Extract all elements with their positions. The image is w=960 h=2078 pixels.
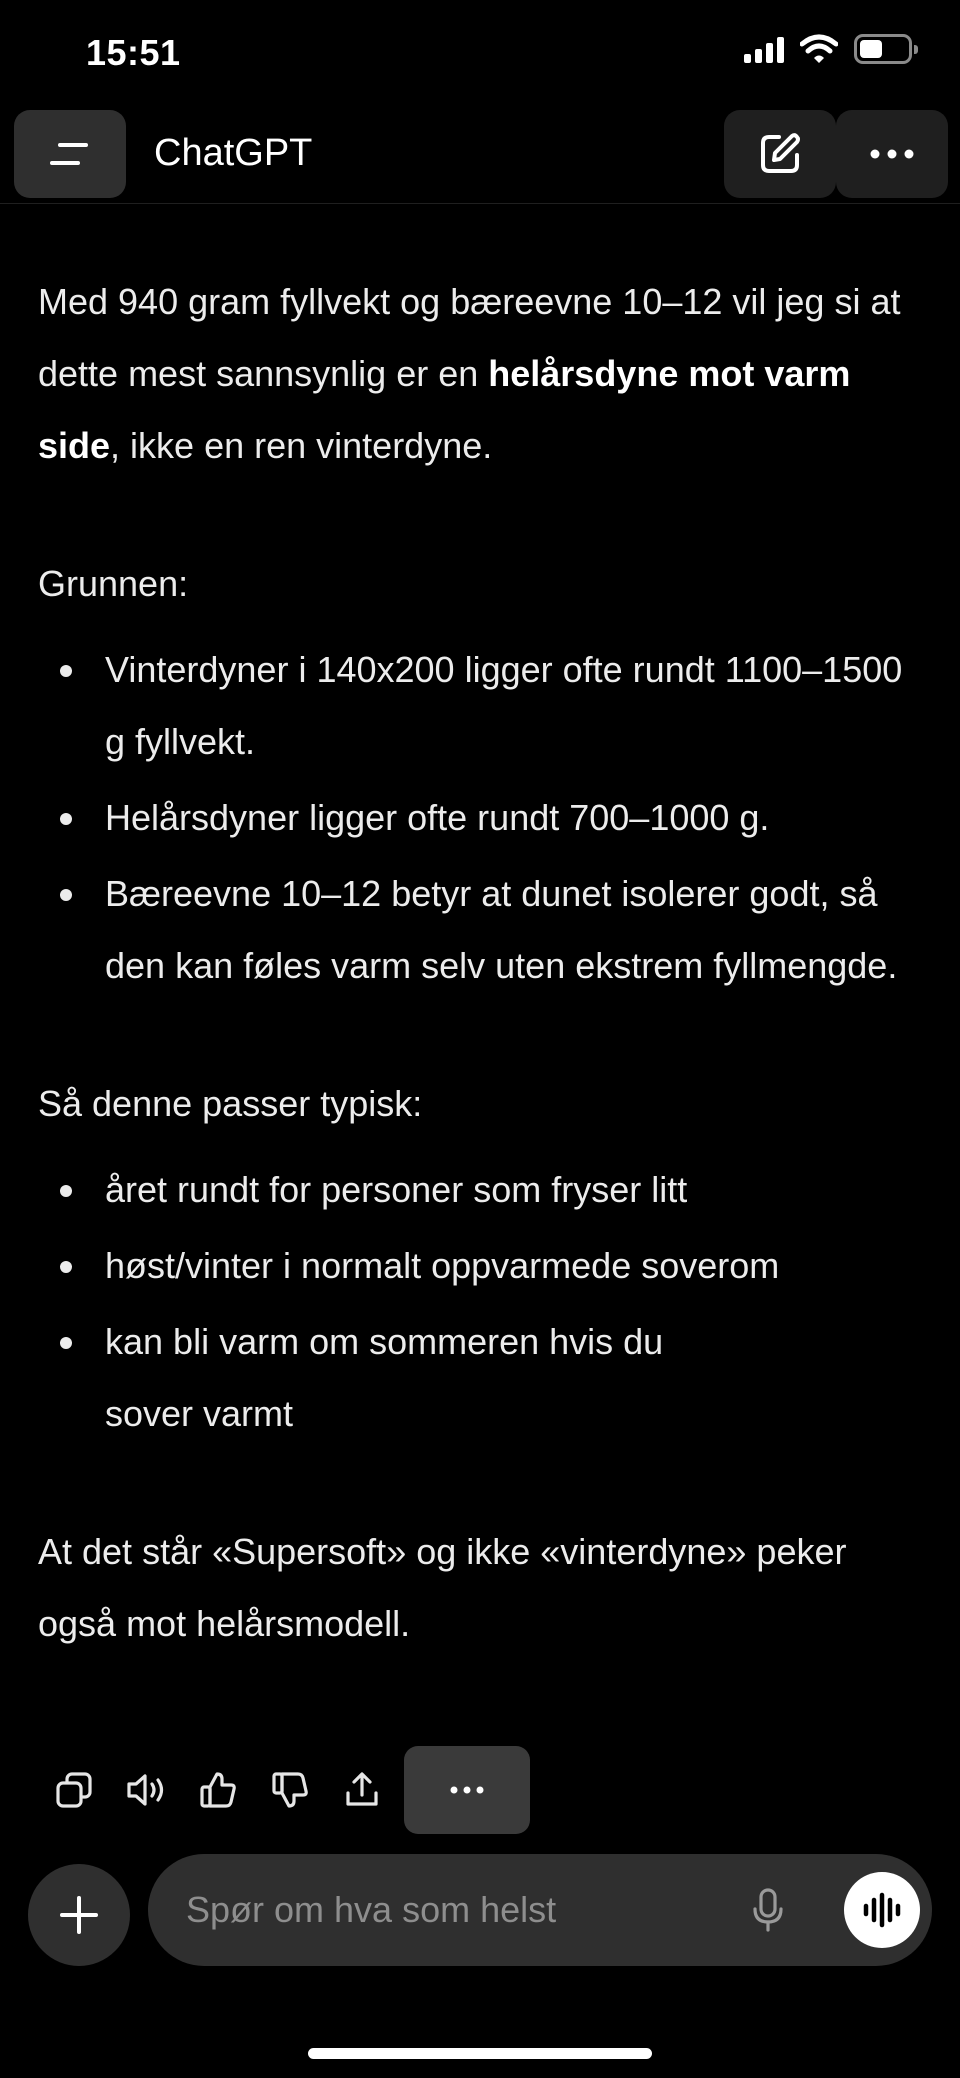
- cellular-signal-icon: [744, 35, 784, 63]
- copy-icon: [55, 1771, 93, 1809]
- list-item: Helårsdyner ligger ofte rundt 700–1000 g.: [38, 782, 918, 854]
- thumbs-up-icon: [199, 1771, 237, 1809]
- attach-button[interactable]: [28, 1864, 130, 1966]
- like-button[interactable]: [182, 1754, 254, 1826]
- message-actions: [38, 1746, 530, 1834]
- new-chat-button[interactable]: [724, 110, 836, 198]
- thumbs-down-icon: [271, 1771, 309, 1809]
- reason-heading: Grunnen:: [38, 563, 189, 604]
- list-item: året rundt for personer som fryser litt: [38, 1154, 918, 1226]
- share-icon: [343, 1771, 381, 1809]
- list-item: høst/vinter i normalt oppvarmede soverom: [38, 1230, 918, 1302]
- plus-icon: [59, 1895, 99, 1935]
- voice-mode-button[interactable]: [844, 1872, 920, 1948]
- compose-icon: [757, 131, 803, 177]
- fit-heading: Så denne passer typisk:: [38, 1083, 423, 1124]
- status-icons: [744, 34, 912, 64]
- dislike-button[interactable]: [254, 1754, 326, 1826]
- message-conclusion: At det står «Supersoft» og ikke «vinterdyne» peker også mot helårsmodell.: [38, 1531, 847, 1644]
- message-input[interactable]: [186, 1854, 746, 1966]
- copy-button[interactable]: [38, 1754, 110, 1826]
- message-intro: Med 940 gram fyllvekt og bæreevne 10–12 vil jeg si at dette mest sannsynlig er en helårsdyne mot varm side, ikke en ren vinterdyne.: [38, 281, 901, 466]
- composer: [148, 1854, 932, 1966]
- status-time: 15:51: [86, 32, 181, 73]
- dictation-button[interactable]: [738, 1880, 798, 1940]
- assistant-message: [38, 266, 918, 1660]
- more-actions-button[interactable]: [404, 1746, 530, 1834]
- read-aloud-button[interactable]: [110, 1754, 182, 1826]
- list-item: kan bli varm om sommeren hvis du sover varmt: [38, 1306, 918, 1450]
- status-bar: [0, 0, 960, 104]
- reason-list: [38, 634, 918, 1002]
- menu-button[interactable]: [14, 110, 126, 198]
- speaker-icon: [125, 1771, 167, 1809]
- microphone-icon: [751, 1887, 785, 1933]
- app-title: ChatGPT: [154, 132, 313, 174]
- list-item: Vinterdyner i 140x200 ligger ofte rundt 1100–1500 g fyllvekt.: [38, 634, 918, 778]
- share-button[interactable]: [326, 1754, 398, 1826]
- battery-icon: [854, 34, 912, 64]
- list-item: Bæreevne 10–12 betyr at dunet isolerer godt, så den kan føles varm selv uten ekstrem fyllmengde.: [38, 858, 918, 1002]
- wifi-icon: [800, 34, 838, 64]
- home-indicator[interactable]: [308, 2048, 652, 2059]
- ellipsis-icon: [870, 149, 914, 159]
- message-emphasis: helårsdyne mot varm side: [38, 353, 851, 466]
- more-options-button[interactable]: [836, 110, 948, 198]
- ellipsis-icon: [450, 1786, 484, 1794]
- menu-icon: [48, 140, 92, 168]
- voice-waveform-icon: [862, 1892, 902, 1928]
- fit-list: [38, 1154, 918, 1450]
- app-header: [0, 104, 960, 204]
